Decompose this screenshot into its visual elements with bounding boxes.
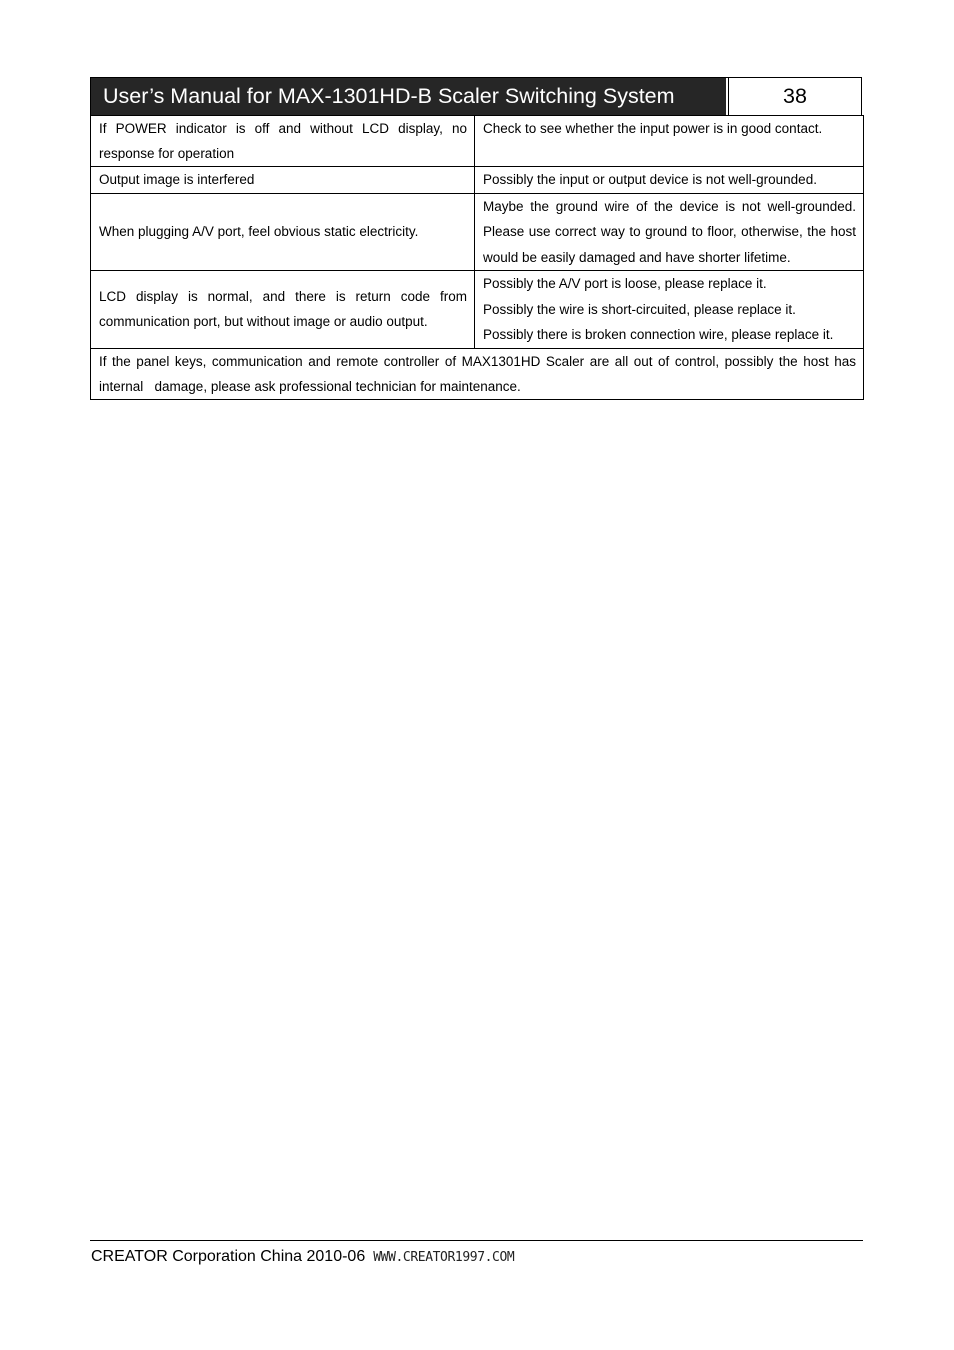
problem-cell: Output image is interfered: [91, 167, 475, 194]
footer-note-cell: If the panel keys, communication and remote controller of MAX1301HD Scaler are all out of control, possibly the host has internal damage, please ask professional technician for maintenance.: [91, 348, 864, 399]
solution-cell: [475, 167, 864, 194]
solution-line: Maybe the ground wire of the device is not well-grounded. Please use correct way to ground to floor, otherwise, the host would be easily damaged and have shorter lifetime.: [483, 198, 856, 265]
problem-cell: If POWER indicator is off and without LCD display, no response for operation: [91, 116, 475, 167]
problem-cell: When plugging A/V port, feel obvious static electricity.: [91, 193, 475, 271]
website-link[interactable]: WWW.CREATOR1997.COM: [373, 1250, 515, 1265]
solution-line: Check to see whether the input power is in good contact.: [483, 121, 823, 136]
solution-cell: [475, 116, 864, 167]
corporation-name: CREATOR Corporation China 2010-06: [91, 1248, 366, 1265]
table-row: [91, 271, 864, 349]
page-number: 38: [728, 78, 861, 115]
troubleshooting-table: [90, 115, 868, 400]
table-row: [91, 193, 864, 271]
solution-line: Possibly there is broken connection wire, please replace it.: [483, 327, 834, 342]
table-row: [91, 167, 864, 194]
manual-title: User’s Manual for MAX-1301HD-B Scaler Switching System: [91, 78, 726, 115]
table-row: [91, 116, 864, 167]
footer-divider: [90, 1240, 863, 1241]
page-header: [90, 77, 862, 116]
solution-line: Possibly the A/V port is loose, please replace it.: [483, 276, 767, 291]
page-footer: [91, 1248, 514, 1266]
solution-cell: [475, 193, 864, 271]
solution-cell: [475, 271, 864, 349]
table-row: [91, 348, 864, 399]
solution-line: Possibly the wire is short-circuited, please replace it.: [483, 301, 796, 317]
problem-cell: LCD display is normal, and there is return code from communication port, but without image or audio output.: [91, 271, 475, 349]
solution-line: Possibly the input or output device is not well-grounded.: [483, 172, 817, 187]
